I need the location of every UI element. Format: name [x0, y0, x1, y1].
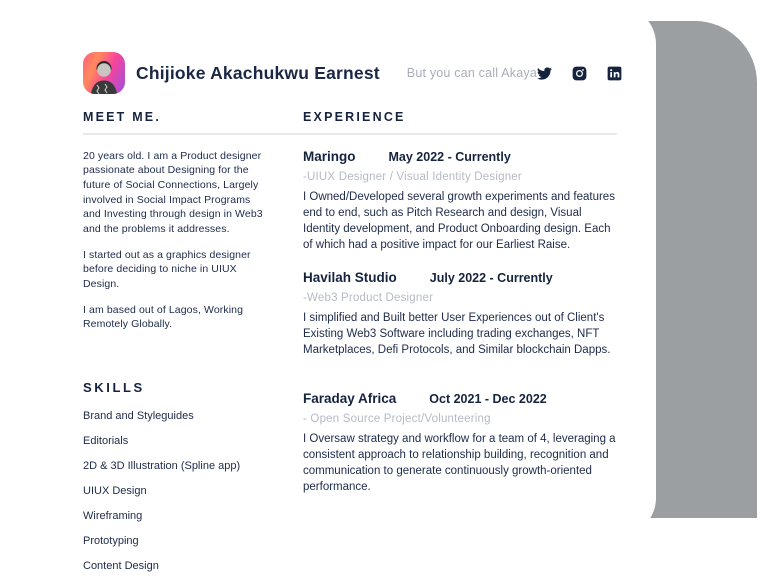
date-range: May 2022 - Currently — [389, 150, 511, 164]
skill-item: 2D & 3D Illustration (Spline app) — [83, 457, 268, 475]
skill-item: Wireframing — [83, 507, 268, 525]
date-range: Oct 2021 - Dec 2022 — [429, 392, 546, 406]
bio-paragraph: I started out as a graphics designer before deciding to niche in UIUX Design. — [83, 248, 268, 292]
skill-item: Editorials — [83, 432, 268, 450]
role-description: I simplified and Built better User Experiences out of Client's Existing Web3 Software including trading exchanges, NFT Marketplaces, Defi Protocols, and Similar blockchain Dapps. — [303, 310, 617, 358]
skill-item: Brand and Styleguides — [83, 407, 268, 425]
meet-me-heading: MEET ME. — [83, 110, 268, 124]
experience-column — [303, 149, 617, 582]
header — [83, 52, 617, 94]
linkedin-icon[interactable] — [607, 66, 622, 81]
bio — [83, 149, 268, 333]
section-headings-row — [83, 110, 617, 124]
divider — [83, 133, 617, 135]
avatar-portrait-silhouette — [83, 52, 125, 94]
date-range: July 2022 - Currently — [430, 271, 553, 285]
bio-paragraph: 20 years old. I am a Product designer passionate about Designing for the future of Social Connections, Largely involved in Social Impact Programs and Investing through design in Web3 and the problems it addresses. — [83, 149, 268, 237]
company-name: Havilah Studio — [303, 270, 397, 285]
instagram-icon[interactable] — [572, 66, 587, 81]
avatar — [83, 52, 125, 94]
role-description: I Oversaw strategy and workflow for a team of 4, leveraging a consistent approach to relationship building, recognition and communication to generate continuously growth-oriented performance. — [303, 431, 617, 495]
skills-list — [83, 407, 268, 575]
company-name: Maringo — [303, 149, 356, 164]
role-title: -Web3 Product Designer — [303, 292, 617, 304]
experience-entry — [303, 391, 617, 495]
nickname-text: But you can call Akaya — [407, 66, 537, 80]
person-name: Chijioke Akachukwu Earnest — [136, 63, 380, 84]
role-title: -UIUX Designer / Visual Identity Designer — [303, 171, 617, 183]
resume-card — [18, 6, 656, 536]
bio-paragraph: I am based out of Lagos, Working Remotely Globally. — [83, 303, 268, 332]
experience-entry — [303, 149, 617, 253]
role-title: - Open Source Project/Volunteering — [303, 413, 617, 425]
skill-item: UIUX Design — [83, 482, 268, 500]
skill-item: Content Design — [83, 557, 268, 575]
experience-heading: EXPERIENCE — [303, 110, 406, 124]
experience-entry — [303, 270, 617, 358]
skill-item: Prototyping — [83, 532, 268, 550]
role-description: I Owned/Developed several growth experiments and features end to end, such as Pitch Research and design, Visual Identity development, and Product Onboarding design. Each of which had a positive impact for our Earliest Raise. — [303, 189, 617, 253]
skills-heading: SKILLS — [83, 380, 268, 395]
left-column — [83, 149, 268, 582]
company-name: Faraday Africa — [303, 391, 396, 406]
twitter-icon[interactable] — [537, 66, 552, 81]
social-links — [537, 66, 622, 81]
